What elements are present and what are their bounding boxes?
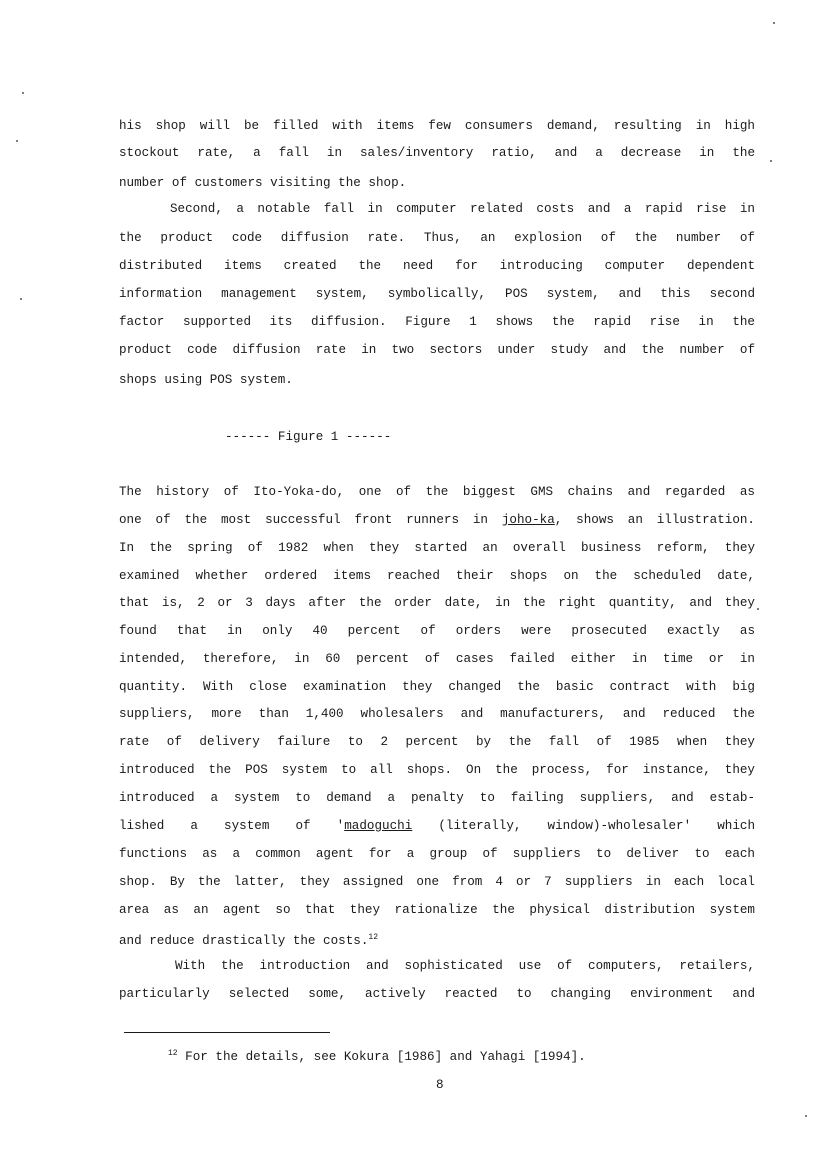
scan-speck [770, 160, 772, 162]
scan-speck [20, 298, 22, 300]
body-line: product code diffusion rate in two sectors under study and the number of [119, 343, 755, 357]
scan-speck [22, 92, 24, 94]
body-text: lished a system of ' [119, 819, 345, 833]
body-text: and reduce drastically the costs. [119, 934, 369, 948]
body-line [119, 818, 755, 834]
body-line: particularly selected some, actively reacted to changing environment and [119, 987, 755, 1001]
footnote-reference: 12 [368, 933, 379, 942]
page-number: 8 [436, 1078, 444, 1092]
body-line: his shop will be filled with items few consumers demand, resulting in high [119, 119, 755, 133]
body-line: introduced a system to demand a penalty to failing suppliers, and estab- [119, 791, 755, 805]
body-line: stockout rate, a fall in sales/inventory ratio, and a decrease in the [119, 146, 755, 160]
body-text: , shows an illustration. [554, 513, 755, 527]
body-line: The history of Ito-Yoka-do, one of the biggest GMS chains and regarded as [119, 485, 755, 499]
footnote-marker: 12 [168, 1049, 178, 1058]
body-line: rate of delivery failure to 2 percent by the fall of 1985 when they [119, 735, 755, 749]
underlined-term: joho-ka [501, 513, 555, 527]
body-line: In the spring of 1982 when they started an overall business reform, they [119, 541, 755, 555]
scan-speck [16, 140, 18, 142]
body-text: (literally, window)-wholesaler' which [412, 819, 756, 833]
scan-speck [757, 608, 759, 610]
footnote-rule [124, 1032, 330, 1033]
body-line: information management system, symbolically, POS system, and this second [119, 287, 755, 301]
scan-speck [805, 1115, 807, 1117]
body-line: shops using POS system. [119, 373, 293, 387]
body-line: With the introduction and sophisticated use of computers, retailers, [175, 959, 755, 973]
body-line: functions as a common agent for a group of suppliers to deliver to each [119, 847, 755, 861]
body-line: found that in only 40 percent of orders were prosecuted exactly as [119, 624, 755, 638]
body-line: quantity. With close examination they changed the basic contract with big [119, 680, 755, 694]
body-line: that is, 2 or 3 days after the order date, in the right quantity, and they [119, 596, 755, 610]
footnote [168, 1046, 586, 1065]
footnote-text: For the details, see Kokura [1986] and Yahagi [1994]. [177, 1050, 586, 1064]
underlined-term: madoguchi [344, 819, 413, 833]
body-line: Second, a notable fall in computer related costs and a rapid rise in [170, 202, 755, 216]
body-line: shop. By the latter, they assigned one from 4 or 7 suppliers in each local [119, 875, 755, 889]
body-line: suppliers, more than 1,400 wholesalers and manufacturers, and reduced the [119, 707, 755, 721]
body-line: introduced the POS system to all shops. On the process, for instance, they [119, 763, 755, 777]
body-line: number of customers visiting the shop. [119, 176, 407, 190]
body-line [119, 930, 755, 949]
body-line: area as an agent so that they rationalize the physical distribution system [119, 903, 755, 917]
scan-speck [773, 22, 775, 24]
body-line: examined whether ordered items reached their shops on the scheduled date, [119, 569, 755, 583]
body-line: factor supported its diffusion. Figure 1 shows the rapid rise in the [119, 315, 755, 329]
figure-placeholder-label: ------ Figure 1 ------ [225, 430, 392, 444]
body-text: one of the most successful front runners in [119, 513, 502, 527]
body-line [119, 512, 755, 528]
body-line: intended, therefore, in 60 percent of cases failed either in time or in [119, 652, 755, 666]
body-line: distributed items created the need for introducing computer dependent [119, 259, 755, 273]
body-line: the product code diffusion rate. Thus, an explosion of the number of [119, 231, 755, 245]
